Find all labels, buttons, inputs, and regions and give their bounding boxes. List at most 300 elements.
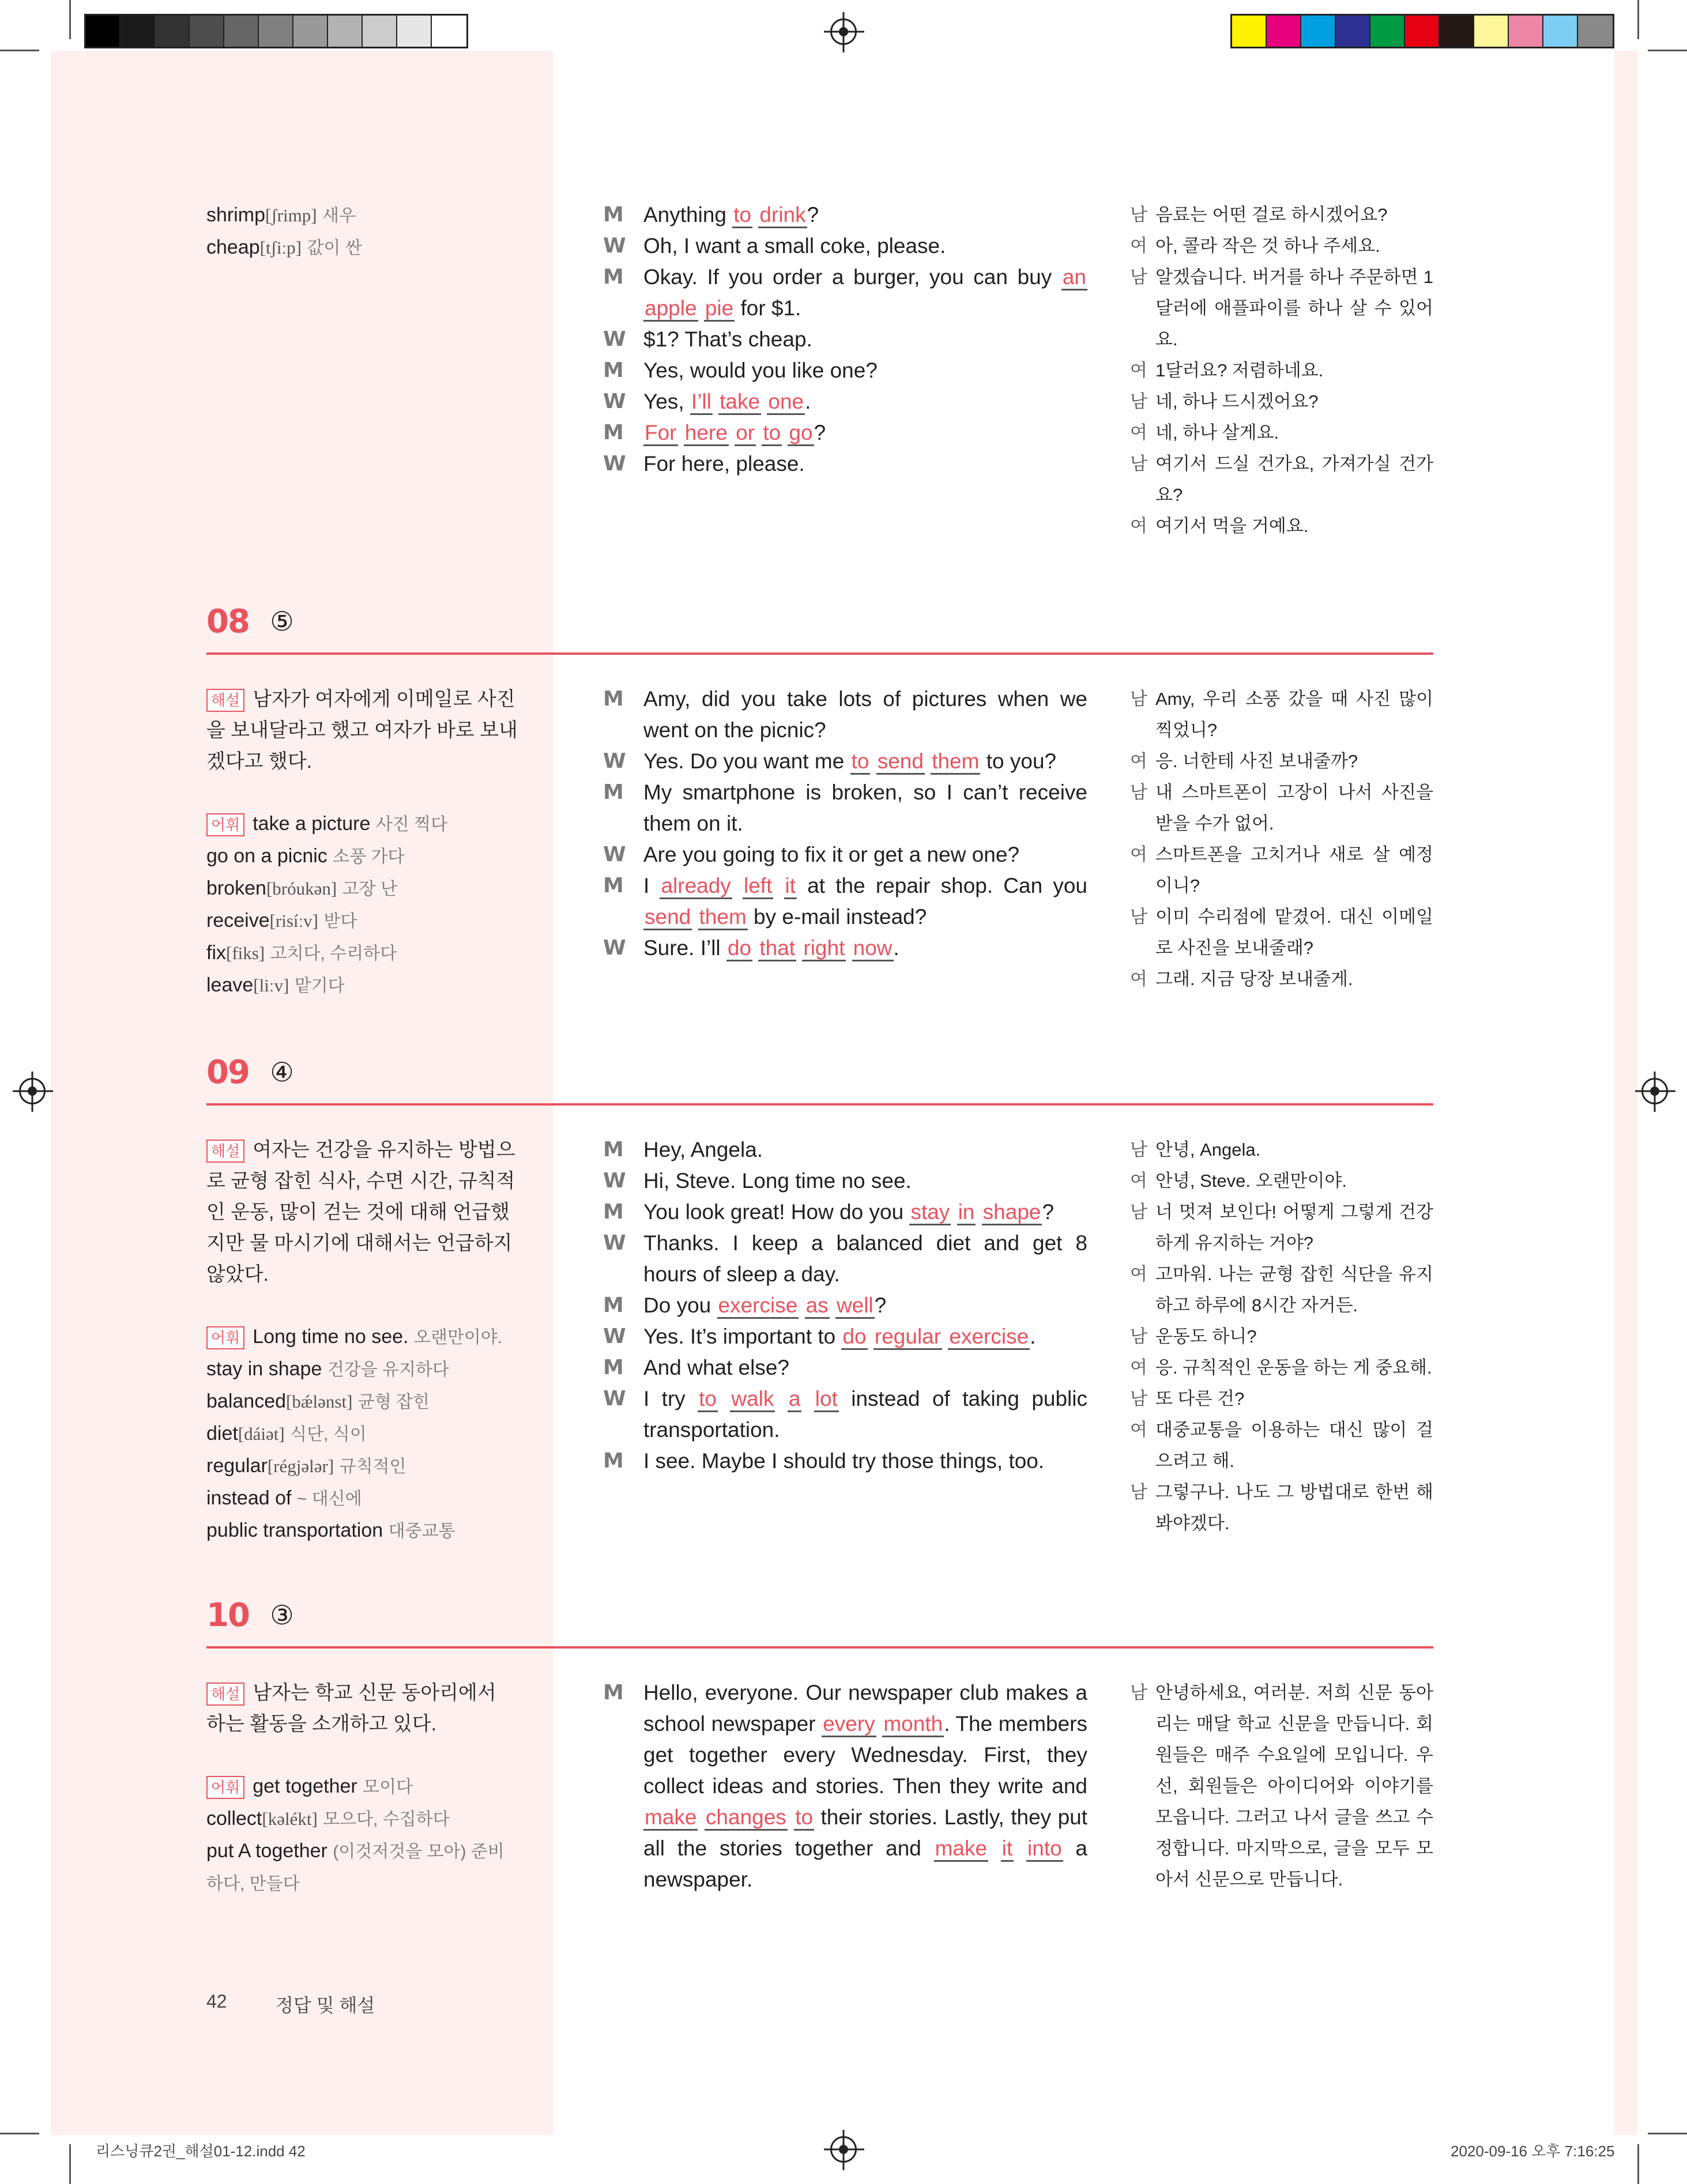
- crop-mark: [1648, 50, 1687, 51]
- speaker-label: 여: [1130, 844, 1147, 865]
- item-header: [206, 1055, 295, 1089]
- crop-mark: [1637, 0, 1639, 39]
- speaker-label: 여: [1130, 516, 1147, 536]
- speaker-label: 여: [1130, 1264, 1147, 1284]
- answer-blank: drink: [758, 203, 807, 228]
- grayscale-color-bar: [84, 14, 468, 48]
- speaker-label: 여: [1130, 236, 1147, 256]
- answer-blank: or: [735, 421, 756, 446]
- dialogue-text: [643, 231, 1087, 262]
- color-swatch: [1543, 16, 1578, 47]
- speaker-label: M: [603, 687, 624, 711]
- speaker-label: M: [603, 421, 624, 444]
- explanation-tag: 해설: [206, 689, 244, 712]
- vocab-list: [206, 840, 518, 1002]
- process-color-bar: [1230, 14, 1614, 48]
- explanation-text: 남자는 학교 신문 동아리에서 하는 활동을 소개하고 있다.: [206, 1682, 496, 1735]
- color-swatch: [293, 16, 328, 47]
- vocab-ipa: [tʃiːp]: [259, 237, 302, 258]
- vocab-item: [206, 970, 518, 1002]
- answer-blank: here: [684, 421, 729, 446]
- section-divider: [206, 652, 1433, 655]
- answer-blank: stay: [909, 1200, 951, 1225]
- dialogue-fragment: Amy, did you take lots of pictures when we went on the picnic?: [643, 687, 1087, 742]
- dialogue-line: [603, 839, 1087, 870]
- dialogue-fragment: a newspaper.: [643, 1836, 1087, 1891]
- dialogue-fragment: [775, 1387, 787, 1410]
- speaker-label: 여: [1130, 423, 1147, 443]
- answer-blank: send: [643, 905, 692, 930]
- dialogue-text: [643, 1228, 1087, 1290]
- dialogue-fragment: And what else?: [643, 1356, 790, 1379]
- dialogue-fragment: [718, 1387, 730, 1410]
- color-swatch: [1578, 16, 1613, 47]
- vocab-word: diet: [206, 1423, 238, 1444]
- vocab-ipa: [liːv]: [253, 975, 289, 995]
- dialogue-text: [643, 933, 1087, 964]
- dialogue-line: [603, 324, 1087, 355]
- vocab-header: [206, 1321, 518, 1353]
- color-swatch: [86, 16, 120, 47]
- dialogue-text: [643, 386, 1087, 417]
- speaker-label: W: [603, 390, 626, 413]
- vocab-item: [206, 873, 518, 905]
- vocab-meaning: 받다: [323, 912, 357, 931]
- color-swatch: [1232, 16, 1267, 47]
- dialogue-fragment: [942, 1325, 948, 1348]
- dialogue-fragment: [846, 936, 852, 960]
- answer-blank: shape: [982, 1200, 1042, 1225]
- page-number: 42: [206, 1991, 227, 2012]
- speaker-label: 남: [1130, 907, 1147, 927]
- translation-text: 음료는 어떤 걸로 하시겠어요?: [1155, 205, 1388, 225]
- vocab-meaning: 식단, 식이: [290, 1425, 367, 1444]
- translation-line: [1130, 901, 1433, 964]
- registration-mark-icon: [830, 18, 857, 45]
- translation-text: 여기서 드실 건가요, 가져가실 건가요?: [1155, 454, 1433, 505]
- dialogue-text: [643, 1134, 1087, 1165]
- dialogue-fragment: [732, 874, 743, 897]
- dialogue-fragment: . The members get together every Wednesday. First, they collect ideas and stories. Then they write and: [643, 1712, 1088, 1798]
- dialogue-fragment: [876, 1712, 883, 1736]
- vocab-meaning: 맡기다: [294, 976, 345, 995]
- color-swatch: [1370, 16, 1405, 47]
- color-swatch: [1440, 16, 1474, 47]
- dialogue-line: [603, 417, 1087, 448]
- english-dialogue: [603, 684, 1087, 964]
- dialogue-fragment: [773, 874, 784, 897]
- dialogue-fragment: .: [805, 390, 811, 413]
- translation-text: 아, 콜라 작은 것 하나 주세요.: [1155, 236, 1380, 256]
- explanation-tag: 해설: [206, 1683, 244, 1706]
- translation-line: [1130, 964, 1433, 995]
- dialogue-fragment: [801, 1387, 814, 1410]
- english-dialogue: [603, 1134, 1087, 1477]
- speaker-label: M: [603, 780, 624, 804]
- dialogue-fragment: [729, 421, 735, 444]
- color-swatch: [1267, 16, 1301, 47]
- dialogue-line: [603, 386, 1087, 417]
- dialogue-line: [603, 746, 1087, 777]
- explanation-text: 여자는 건강을 유지하는 방법으로 균형 잡힌 식사, 수면 시간, 규칙적인 운동, 많이 걷는 것에 대해 언급했지만 물 마시기에 대해서는 언급하지 않았다.: [206, 1139, 515, 1285]
- dialogue-fragment: [713, 390, 718, 413]
- answer-blank: make: [934, 1836, 988, 1862]
- answer-blank: apple: [643, 296, 698, 322]
- dialogue-fragment: ?: [1042, 1200, 1055, 1224]
- vocab-meaning: 고치다, 수리하다: [270, 944, 397, 963]
- answer-blank: to: [794, 1805, 814, 1831]
- translation-text: 너 멋져 보인다! 어떻게 그렇게 건강하게 유지하는 거야?: [1155, 1202, 1433, 1253]
- dialogue-fragment: [799, 1293, 804, 1317]
- dialogue-fragment: My smartphone is broken, so I can’t receive them on it.: [643, 780, 1087, 835]
- color-swatch: [1474, 16, 1509, 47]
- answer-blank: changes: [705, 1805, 788, 1831]
- dialogue-line: [603, 1383, 1087, 1446]
- dialogue-text: [643, 684, 1087, 746]
- speaker-label: M: [603, 265, 624, 289]
- translation-line: [1130, 684, 1433, 746]
- speaker-label: 여: [1130, 1171, 1147, 1191]
- dialogue-line: [603, 933, 1087, 964]
- dialogue-text: [643, 1321, 1087, 1352]
- answer-blank: an: [1061, 265, 1087, 291]
- vocab-meaning: 규칙적인: [339, 1457, 406, 1476]
- speaker-label: 남: [1130, 689, 1147, 709]
- vocab-meaning: 모이다: [363, 1778, 413, 1797]
- vocab-ipa: [bǽlənst]: [286, 1391, 353, 1412]
- dialogue-line: [603, 262, 1087, 324]
- color-swatch: [1509, 16, 1543, 47]
- answer-blank: I’ll: [690, 390, 713, 415]
- dialogue-fragment: Hello, everyone. Our newspaper club makes a school newspaper: [643, 1681, 1087, 1736]
- vocab-word: instead of: [206, 1487, 292, 1509]
- page-title: 정답 및 해설: [276, 1995, 375, 2016]
- dialogue-text: [643, 199, 1087, 231]
- speaker-label: 남: [1130, 267, 1147, 287]
- dialogue-text: [643, 1352, 1087, 1383]
- speaker-label: W: [603, 1325, 626, 1348]
- vocab-word: collect: [206, 1808, 262, 1830]
- translation-line: [1130, 511, 1433, 542]
- speaker-label: 여: [1130, 1420, 1147, 1440]
- color-swatch: [432, 16, 466, 47]
- speaker-label: M: [603, 1356, 624, 1379]
- dialogue-fragment: Yes,: [643, 390, 690, 413]
- dialogue-fragment: [698, 1805, 704, 1829]
- dialogue-text: [643, 746, 1087, 777]
- dialogue-fragment: Anything: [643, 203, 733, 227]
- vocab-ipa: [ʃrimp]: [265, 205, 317, 225]
- answer-blank: a: [788, 1387, 802, 1412]
- color-swatch: [1405, 16, 1440, 47]
- color-swatch: [120, 16, 155, 47]
- dialogue-fragment: [782, 421, 788, 444]
- dialogue-fragment: [678, 421, 684, 444]
- speaker-label: 여: [1130, 969, 1147, 989]
- translation-line: [1130, 1383, 1433, 1414]
- dialogue-text: [643, 1290, 1087, 1321]
- vocab-list: [206, 1803, 518, 1900]
- translation-text: 이미 수리점에 맡겼어. 대신 이메일로 사진을 보내줄래?: [1155, 907, 1433, 958]
- dialogue-fragment: Thanks. I keep a balanced diet and get 8 hours of sleep a day.: [643, 1231, 1087, 1286]
- print-timestamp: 2020-09-16 오후 7:16:25: [1451, 2142, 1615, 2160]
- vocab-ipa: [kəlékt]: [262, 1809, 318, 1829]
- crop-mark: [1637, 2144, 1639, 2184]
- dialogue-text: [643, 355, 1087, 386]
- answer-blank: to: [762, 421, 782, 446]
- translation-line: [1130, 231, 1433, 262]
- color-swatch: [1301, 16, 1336, 47]
- dialogue-fragment: ?: [814, 421, 826, 444]
- section-divider: [206, 1646, 1433, 1649]
- dialogue-line: [603, 1134, 1087, 1165]
- dialogue-text: [643, 262, 1087, 324]
- translation-text: 안녕, Angela.: [1155, 1140, 1261, 1160]
- translation-line: [1130, 1414, 1433, 1477]
- dialogue-fragment: [756, 421, 762, 444]
- speaker-label: W: [603, 749, 626, 773]
- answer-blank: to: [732, 203, 752, 228]
- dialogue-text: [643, 417, 1087, 448]
- crop-mark: [0, 2133, 39, 2134]
- dialogue-text: [643, 1383, 1087, 1446]
- answer-blank: regular: [873, 1325, 942, 1350]
- translation-line: [1130, 1165, 1433, 1197]
- vocab-word: cheap: [206, 236, 260, 258]
- color-swatch: [363, 16, 397, 47]
- dialogue-text: [643, 870, 1087, 933]
- dialogue-text: [643, 1197, 1087, 1228]
- dialogue-fragment: [951, 1200, 957, 1224]
- dialogue-line: [603, 199, 1087, 231]
- korean-translation: [1130, 199, 1433, 542]
- dialogue-line: [603, 1446, 1087, 1477]
- speaker-label: M: [603, 1293, 624, 1317]
- vocab-word: public transportation: [206, 1519, 383, 1541]
- registration-mark-icon: [1641, 1078, 1668, 1104]
- translation-line: [1130, 839, 1433, 901]
- vocab-item: [206, 1418, 518, 1450]
- dialogue-text: [643, 1677, 1087, 1895]
- speaker-label: W: [603, 936, 626, 960]
- dialogue-fragment: Hi, Steve. Long time no see.: [643, 1169, 912, 1193]
- vocab-meaning: 오랜만이야.: [413, 1328, 503, 1347]
- answer-blank: them: [698, 905, 748, 930]
- dialogue-fragment: Yes, would you like one?: [643, 359, 878, 382]
- dialogue-fragment: .: [893, 936, 899, 960]
- translation-line: [1130, 199, 1433, 231]
- speaker-label: W: [603, 234, 626, 258]
- answer-blank: month: [882, 1712, 944, 1737]
- translation-text: 안녕하세요, 여러분. 저희 신문 동아리는 매달 학교 신문을 만듭니다. 회원들은 매주 수요일에 모입니다. 우선, 회원들은 아이디어와 이야기를 모읍니다. 그러고 나서 글을 쓰고 수정합니다. 마지막으로, 글을 모두 모아서 신문으로 만듭니다.: [1155, 1683, 1433, 1889]
- translation-text: 응. 규칙적인 운동을 하는 게 중요해.: [1155, 1357, 1432, 1378]
- dialogue-fragment: to you?: [980, 749, 1057, 773]
- explanation: [206, 1677, 518, 1740]
- vocab-meaning: 사진 찍다: [375, 815, 448, 834]
- vocab-item: [206, 937, 518, 970]
- vocab-word: take a picture: [253, 813, 371, 835]
- vocab-item: [206, 840, 518, 873]
- dialogue-fragment: [870, 749, 876, 773]
- answer-blank: exercise: [948, 1325, 1030, 1350]
- dialogue-fragment: For here, please.: [643, 452, 805, 476]
- vocab-meaning: 새우: [322, 206, 356, 225]
- crop-mark: [69, 2144, 71, 2184]
- dialogue-text: [643, 1446, 1087, 1477]
- dialogue-line: [603, 684, 1087, 746]
- translation-line: [1130, 448, 1433, 511]
- answer-blank: lot: [814, 1387, 839, 1412]
- vocab-word: Long time no see.: [253, 1326, 409, 1348]
- translation-line: [1130, 1677, 1433, 1895]
- vocab-item: [206, 1515, 518, 1547]
- vocab-word: shrimp: [206, 204, 266, 226]
- dialogue-fragment: ?: [874, 1293, 887, 1317]
- speaker-label: 남: [1130, 1140, 1147, 1160]
- item-header: [206, 604, 295, 639]
- dialogue-fragment: I: [643, 874, 660, 897]
- answer-blank: to: [850, 749, 871, 775]
- answer-blank: as: [805, 1293, 830, 1319]
- answer-blank: do: [841, 1325, 867, 1350]
- dialogue-fragment: You look great! How do you: [643, 1200, 910, 1224]
- item-number: 10: [206, 1596, 249, 1634]
- translation-text: 1달러요? 저렴하네요.: [1155, 360, 1324, 380]
- dialogue-line: [603, 1677, 1087, 1895]
- translation-text: Amy, 우리 소풍 갔을 때 사진 많이 찍었니?: [1155, 689, 1433, 740]
- translation-line: [1130, 1259, 1433, 1321]
- korean-translation: [1130, 1134, 1433, 1539]
- crop-mark: [1648, 2133, 1687, 2134]
- answer-blank: into: [1026, 1836, 1063, 1862]
- vocab-meaning: 건강을 유지하다: [327, 1360, 450, 1379]
- speaker-label: 남: [1130, 1482, 1147, 1502]
- section-divider: [206, 1103, 1433, 1106]
- dialogue-fragment: Oh, I want a small coke, please.: [643, 234, 946, 258]
- vocab-word: broken: [206, 877, 266, 899]
- vocab-word: balanced: [206, 1390, 287, 1412]
- vocab-word: receive: [206, 910, 270, 931]
- translation-line: [1130, 386, 1433, 417]
- translation-line: [1130, 417, 1433, 448]
- vocab-tag: 어휘: [206, 1326, 244, 1349]
- vocab-item: [206, 1483, 518, 1515]
- dialogue-text: [643, 1165, 1087, 1197]
- answer-blank: make: [643, 1805, 698, 1831]
- dialogue-line: [603, 1321, 1087, 1352]
- vocab-ipa: [dáiət]: [238, 1424, 285, 1444]
- vocab-meaning: 고장 난: [342, 880, 397, 899]
- dialogue-text: [643, 777, 1087, 839]
- speaker-label: 여: [1130, 360, 1147, 380]
- speaker-label: M: [603, 1200, 624, 1224]
- item-number: 08: [206, 602, 249, 640]
- vocab-header: [206, 808, 518, 840]
- explanation-tag: 해설: [206, 1140, 244, 1163]
- explanation-and-vocab: [206, 1677, 518, 1900]
- answer-blank: already: [660, 874, 732, 899]
- translation-line: [1130, 746, 1433, 777]
- vocab-item: [206, 1803, 518, 1835]
- explanation-and-vocab: [206, 684, 518, 1002]
- speaker-label: M: [603, 359, 624, 382]
- answer-blank: now: [852, 936, 894, 961]
- speaker-label: 남: [1130, 1202, 1147, 1222]
- speaker-label: 남: [1130, 1326, 1147, 1346]
- answer-blank: exercise: [717, 1293, 799, 1319]
- explanation: [206, 1134, 518, 1290]
- vocab-meaning: 모으다, 수집하다: [323, 1810, 450, 1829]
- vocab-ipa: [fiks]: [226, 943, 265, 963]
- dialogue-fragment: I see. Maybe I should try those things, too.: [643, 1449, 1045, 1473]
- answer-blank: to: [698, 1387, 718, 1412]
- translation-text: 여기서 먹을 거예요.: [1155, 516, 1309, 536]
- dialogue-fragment: Yes. Do you want me: [643, 749, 850, 773]
- speaker-label: W: [603, 327, 626, 351]
- dialogue-fragment: Okay. If you order a burger, you can buy: [643, 265, 1061, 289]
- dialogue-text: [643, 324, 1087, 355]
- speaker-label: 남: [1130, 454, 1147, 474]
- dialogue-line: [603, 1290, 1087, 1321]
- vocab-item: [206, 232, 518, 264]
- translation-line: [1130, 355, 1433, 386]
- dialogue-fragment: [752, 203, 758, 227]
- answer-blank: in: [957, 1200, 976, 1225]
- speaker-label: 남: [1130, 391, 1147, 412]
- speaker-label: W: [603, 1387, 626, 1410]
- answer-blank: send: [876, 749, 925, 775]
- dialogue-fragment: instead of taking public transportation.: [643, 1387, 1087, 1442]
- answer-blank: go: [788, 421, 814, 446]
- vocab-item: [206, 199, 518, 232]
- item-number: 09: [206, 1053, 249, 1091]
- dialogue-text: [643, 839, 1087, 870]
- vocab-meaning: 균형 잡힌: [357, 1393, 430, 1412]
- vocab-word: regular: [206, 1455, 268, 1477]
- dialogue-fragment: ?: [807, 203, 819, 227]
- explanation-and-vocab: [206, 1134, 518, 1547]
- dialogue-fragment: Do you: [643, 1293, 717, 1317]
- translation-line: [1130, 1134, 1433, 1165]
- dialogue-line: [603, 448, 1087, 480]
- vocab-header: [206, 1771, 518, 1803]
- speaker-label: 남: [1130, 205, 1147, 225]
- dialogue-line: [603, 870, 1087, 933]
- translation-line: [1130, 1352, 1433, 1383]
- explanation-text: 남자가 여자에게 이메일로 사진을 보내달라고 했고 여자가 바로 보내겠다고 했다.: [206, 688, 518, 772]
- speaker-label: M: [603, 1449, 624, 1473]
- answer-blank: right: [802, 936, 846, 961]
- vocab-meaning: ~ 대신에: [296, 1489, 362, 1508]
- crop-mark: [0, 50, 39, 51]
- speaker-label: M: [603, 1681, 624, 1704]
- vocab-tag: 어휘: [206, 813, 244, 836]
- translation-text: 응. 너한테 사진 보내줄까?: [1155, 751, 1358, 771]
- translation-line: [1130, 777, 1433, 839]
- dialogue-fragment: by e-mail instead?: [747, 905, 927, 929]
- registration-mark-icon: [830, 2136, 857, 2163]
- vocab-meaning: 대중교통: [388, 1522, 455, 1541]
- vocab-word: stay in shape: [206, 1358, 322, 1380]
- translation-text: 그렇구나. 나도 그 방법대로 한번 해봐야겠다.: [1155, 1482, 1433, 1533]
- vocab-ipa: [risíːv]: [269, 911, 318, 931]
- answer-blank: left: [743, 874, 773, 899]
- speaker-label: W: [603, 452, 626, 476]
- right-bleed-strip: [1614, 51, 1637, 2135]
- answer-blank: pie: [704, 296, 735, 322]
- translation-text: 운동도 하니?: [1155, 1326, 1257, 1346]
- dialogue-fragment: [698, 296, 704, 320]
